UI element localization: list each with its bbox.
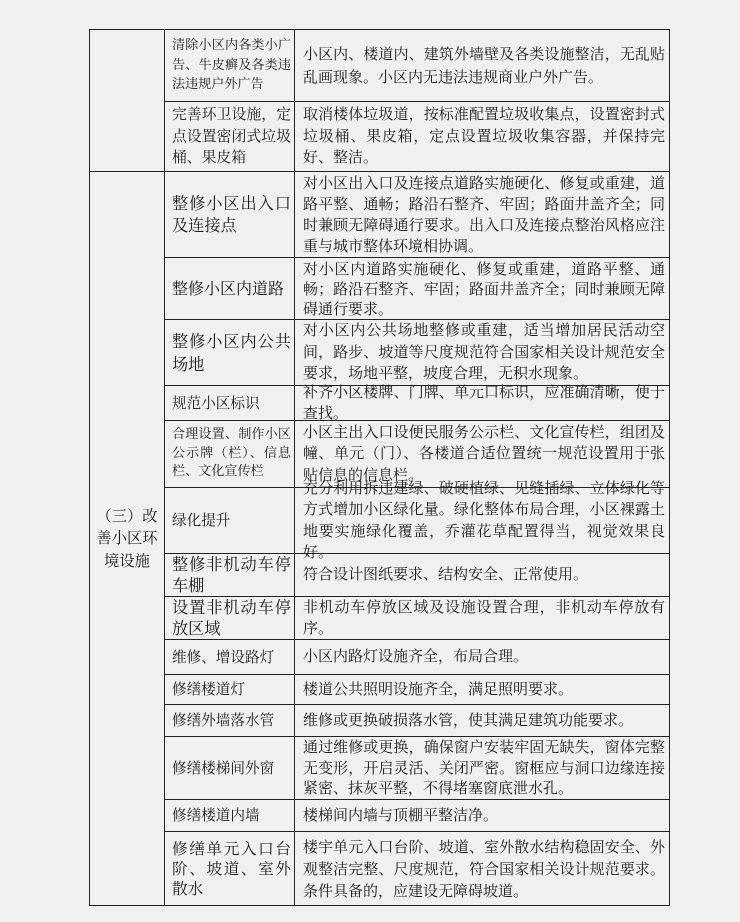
standard-cell (295, 554, 670, 597)
standard-text: 符合设计图纸要求、结构安全、正常使用。 (303, 565, 589, 584)
item-cell (165, 386, 295, 421)
item-cell (165, 172, 295, 258)
standard-text: 对小区内道路实施硬化、修复或重建，道路平整、通畅；路沿石整齐、牢固；路面井盖齐全；同时兼顾无障碍通行要求。 (303, 259, 665, 318)
item-cell (165, 30, 295, 102)
item-text: 整修小区内道路 (172, 279, 285, 298)
item-text: 修缮外墙落水管 (172, 712, 275, 729)
item-cell (165, 640, 295, 675)
item-cell (165, 320, 295, 386)
item-text: 完善环卫设施，定点设置密闭式垃圾桶、果皮箱 (172, 106, 291, 167)
item-cell (165, 705, 295, 737)
standard-text: 充分利用拆违建绿、破硬植绿、见缝插绿、立体绿化等方式增加小区绿化量。绿化整体布局合理，小区裸露土地要实施绿化覆盖，乔灌花草配置得当，视觉效果良好。 (303, 478, 665, 561)
standard-cell (295, 320, 670, 386)
standard-cell (295, 258, 670, 320)
item-text: 设置非机动车停放区域 (172, 598, 291, 638)
standard-cell (295, 737, 670, 800)
standard-text: 维修或更换破损落水管，使其满足建筑功能要求。 (303, 710, 634, 729)
standard-text: 对小区内公共场地整修或重建，适当增加居民活动空间，路步、坡道等尺度规范符合国家相关设计规范安全要求，场地平整，坡度合理，无积水现象。 (303, 321, 665, 383)
standard-cell (295, 172, 670, 258)
item-text: 合理设置、制作小区公示牌（栏）、信息栏、文化宣传栏 (172, 427, 291, 480)
standard-text: 通过维修或更换，确保窗户安装牢固无缺失，窗体完整无变形，开启灵活、关闭严密。窗框应与洞口边缘连接紧密、抹灰平整，不得堵塞窗底泄水孔。 (303, 738, 665, 798)
item-text: 清除小区内各类小广告、牛皮癣及各类违法违规户外广告 (172, 38, 291, 93)
standard-cell (295, 30, 670, 102)
standard-text: 取消楼体垃圾道，按标准配置垃圾收集点，设置密封式垃圾桶、果皮箱，定点设置垃圾收集容器，并保持完好、整洁。 (303, 105, 665, 167)
standard-cell (295, 800, 670, 832)
item-cell (165, 737, 295, 800)
standard-text: 小区内路灯设施齐全，布局合理。 (303, 647, 529, 666)
item-cell (165, 488, 295, 554)
standards-table (89, 29, 670, 906)
item-cell (165, 800, 295, 832)
category-cell (90, 172, 165, 906)
item-cell (165, 258, 295, 320)
item-cell (165, 597, 295, 640)
standard-text: 小区内、楼道内、建筑外墙壁及各类设施整洁，无乱贴乱画现象。小区内无违法违规商业户外广告。 (303, 44, 665, 86)
standard-cell (295, 640, 670, 675)
standard-text: 小区主出入口设便民服务公示栏、文化宣传栏，组团及幢、单元（门）、各楼道合适位置统一规范设置用于张贴信息的信息栏。 (303, 422, 665, 484)
standard-text: 补齐小区楼牌、门牌、单元口标识，应准确清晰，便于查找。 (303, 382, 665, 422)
category-text: （三）改善小区环境设施 (96, 506, 158, 570)
item-text: 整修小区内公共场地 (172, 331, 291, 374)
item-cell (165, 102, 295, 172)
standard-cell (295, 102, 670, 172)
standard-cell (295, 478, 670, 561)
item-cell (165, 554, 295, 597)
item-text: 修缮单元入口台阶、坡道、室外散水 (172, 839, 291, 898)
item-text: 整修小区出入口及连接点 (172, 193, 291, 235)
standard-text: 楼宇单元入口台阶、坡道、室外散水结构稳固安全、外观整洁完整、尺度规范，符合国家相关设计规范要求。条件具备的，应建设无障碍坡道。 (303, 837, 665, 900)
standard-cell (295, 832, 670, 906)
item-cell (165, 675, 295, 705)
item-text: 修缮楼道内墙 (172, 807, 260, 824)
standard-cell (295, 597, 670, 640)
standard-cell (295, 705, 670, 737)
standard-cell (295, 675, 670, 705)
item-cell (165, 421, 295, 488)
item-text: 修缮楼梯间外窗 (172, 759, 275, 777)
standard-text: 非机动车停放区域及设施设置合理，非机动车停放有序。 (303, 597, 665, 637)
item-text: 整修非机动车停车棚 (172, 555, 291, 595)
item-text: 维修、增设路灯 (172, 648, 275, 666)
standard-text: 楼梯间内墙与顶棚平整洁净。 (303, 805, 499, 824)
item-text: 修缮楼道灯 (172, 681, 245, 698)
standard-cell (295, 382, 670, 422)
standard-text: 对小区出入口及连接点道路实施硬化、修复或重建，道路平整、通畅；路沿石整齐、牢固；路面井盖齐全；同时兼顾无障碍通行要求。出入口及连接点整治风格应注重与城市整体环境相协调。 (303, 173, 665, 255)
item-text: 规范小区标识 (172, 394, 260, 412)
item-text: 绿化提升 (172, 512, 231, 529)
item-cell (165, 832, 295, 906)
standard-text: 楼道公共照明设施齐全，满足照明要求。 (303, 679, 574, 698)
category-cell-continued (90, 30, 165, 172)
